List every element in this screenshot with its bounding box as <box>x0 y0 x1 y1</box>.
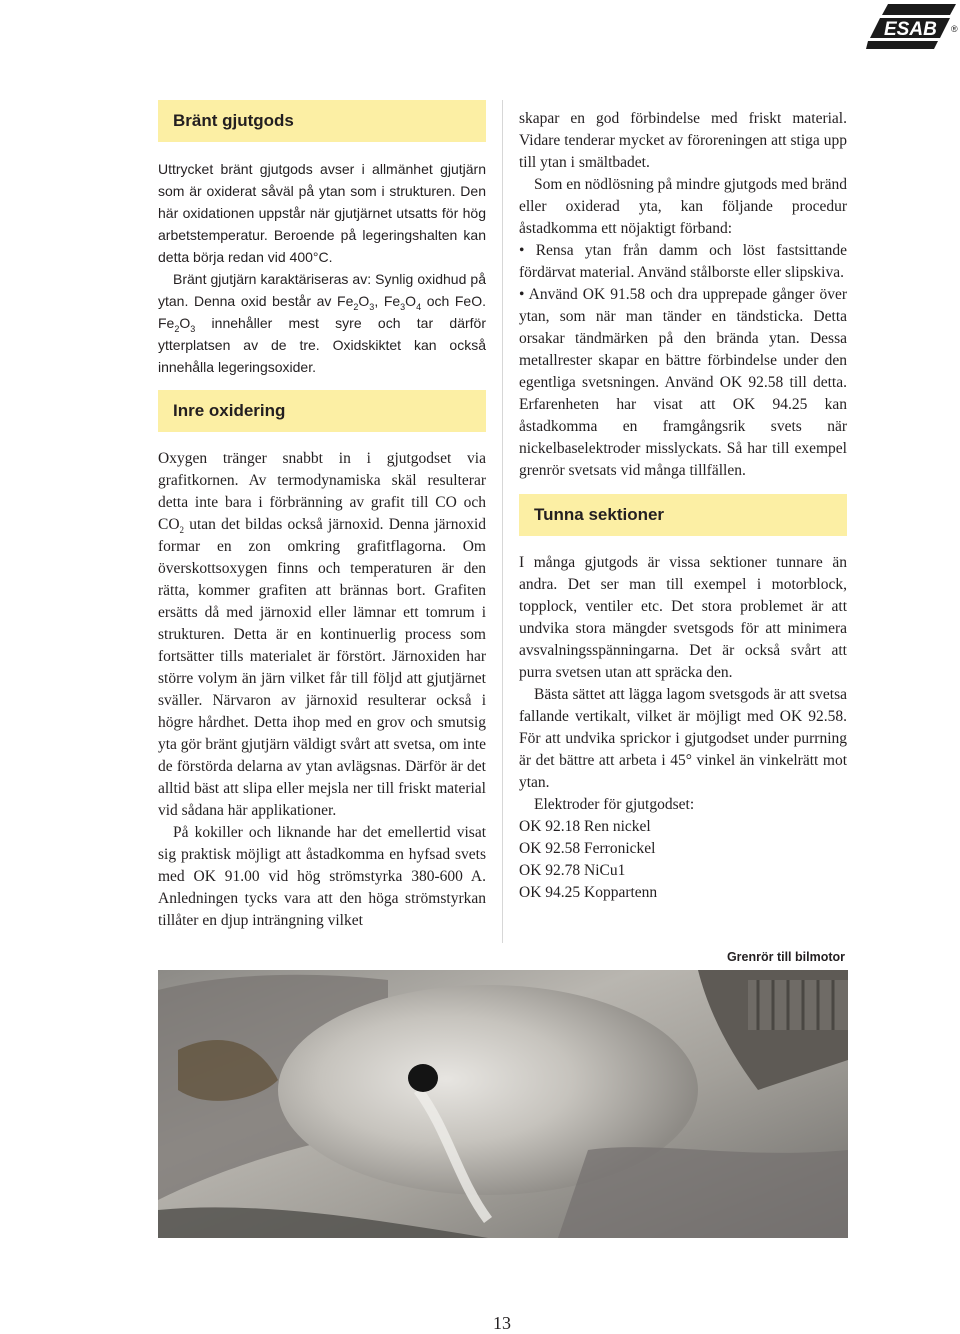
paragraph-inre-oxidering: Oxygen tränger snabbt in i gjutgodset via grafitkornen. Av termodynamiska skäl resulterar detta inte bara i förbränning av grafit till CO och $CO_2$ utan det bildas också järnoxid. Denna järnoxid formar en zon omkring grafitflagorna. Om överskottsoxygen finns och temperaturen är den rätta, kommer grafiten att brännas bort. Grafiten ersätts då med järnoxid eller lämnar ett tomrum i strukturen. Detta är en kontinuerlig process som fortsätter tills materialet är förstört. Järnoxiden har större volym än järn vilket får till följd att gjutjärnet sväller. Närvaron av järnoxid resulterar också i högre hårdhet. Detta ihop med en grov och smutsig yta gör bränt gjutjärn väldigt svårt att svetsa, om inte de förstörda delarna av ytan avlägsnas. Därför är det alltid bäst att slipa eller mejsla ner till friskt material vid sådana här applikationer. <box>158 450 487 819</box>
figure-caption: Grenrör till bilmotor <box>726 950 845 964</box>
photo-lower-casting <box>558 1147 848 1238</box>
right-column <box>519 108 847 904</box>
paragraph-oxidhud: Bränt gjutjärn karaktäriseras av: Synlig oxidhud på ytan. Denna oxid består av $Fe_2O_3$, $Fe_3O_4$ och FeO. $Fe_2O_3$ innehåller mest syre och tar därför ytterplatsen av de tre. Oxidskiktet kan också innehålla legeringsoxider. <box>158 271 486 375</box>
page-number: 13 <box>493 1313 511 1333</box>
paragraph-basta-sattet: Bästa sättet att lägga lagom svetsgods är att svetsa fallande vertikalt, vilket är möjligt med OK 92.58. För att undvika sprickor i gjutgodset under purrning är det bättre att arbeta i 45° vinkel än vinkelrätt mot ytan. <box>519 686 847 791</box>
electrode-list <box>519 816 847 904</box>
logo-text: ESAB <box>884 19 937 40</box>
section-heading-tunna-sektioner: Tunna sektioner <box>519 494 847 536</box>
paragraph-intro: Uttrycket bränt gjutgods avser i allmänhet gjutjärn som är oxiderat såväl på ytan som i strukturen. Den här oxidationen uppstår när gjutjärnet utsatts för hög arbetstemperatur. Beroende på legeringshalten kan detta börja redan vid 400°C. <box>158 161 486 265</box>
manifold-photo <box>158 970 848 1238</box>
paragraph-kokiller: På kokiller och liknande har det emellertid visat sig praktisk möjligt att åstadkomma en hyfsad svets med OK 91.00 vid hög strömstyrka 380-600 A. Anledningen tycks vara att den höga strömstyrkan tillåter en djup inträngning vilket <box>158 824 486 929</box>
photo-hole <box>408 1064 438 1092</box>
section-heading-inre-oxidering: Inre oxidering <box>158 390 486 432</box>
electrode-item: OK 92.58 Ferronickel <box>519 840 656 857</box>
paragraph-continued: skapar en god förbindelse med friskt material. Vidare tenderar mycket av föroreningen att stiga upp till ytan i smältbadet. <box>519 110 847 171</box>
bullet-rensa-ytan: • Rensa ytan från damm och löst fastsittande fördärvat material. Använd stålborste eller slipskiva. <box>519 242 847 281</box>
registered-mark: ® <box>951 24 958 34</box>
logo-bottom-bar <box>866 41 938 49</box>
electrode-item: OK 94.25 Koppartenn <box>519 884 658 901</box>
electrode-item: OK 92.78 NiCu1 <box>519 862 626 879</box>
paragraph-tunna-sektioner: I många gjutgods är vissa sektioner tunnare än andra. Det ser man till exempel i motorblock, topplock, ventiler etc. Det stora problemet är att undvika stora mängder svetsgods för att minimera avsvalningsspänningarna. Det är också svårt att purra svetsen utan att spräcka den. <box>519 554 847 681</box>
column-divider <box>502 100 503 943</box>
bullet-anvand-ok: • Använd OK 91.58 och dra upprepade gånger över ytan, som när man tänder en tändsticka. Detta orsakar tändmärken på den brända ytan. Dessa metallrester skapar en bättre förbindelse under den egentliga svetsningen. Använd OK 92.58 till detta. Erfarenheten har visat att OK 94.25 kan åstadkomma en framgångsrik svets när nickelbaselektroder misslyckats. Så har till exempel grenrör svetsats vid många tillfällen. <box>519 286 847 479</box>
electrodes-label: Elektroder för gjutgodset: <box>534 796 695 813</box>
section-heading-brant-gjutgods: Bränt gjutgods <box>158 100 486 142</box>
electrode-item: OK 92.18 Ren nickel <box>519 818 651 835</box>
esab-logo <box>866 2 958 52</box>
logo-top-bar <box>882 4 956 15</box>
paragraph-nodlosning: Som en nödlösning på mindre gjutgods med bränd eller oxiderad yta, kan följande procedur åstadkomma ett nöjaktigt förband: <box>519 176 847 237</box>
left-column <box>158 100 486 932</box>
